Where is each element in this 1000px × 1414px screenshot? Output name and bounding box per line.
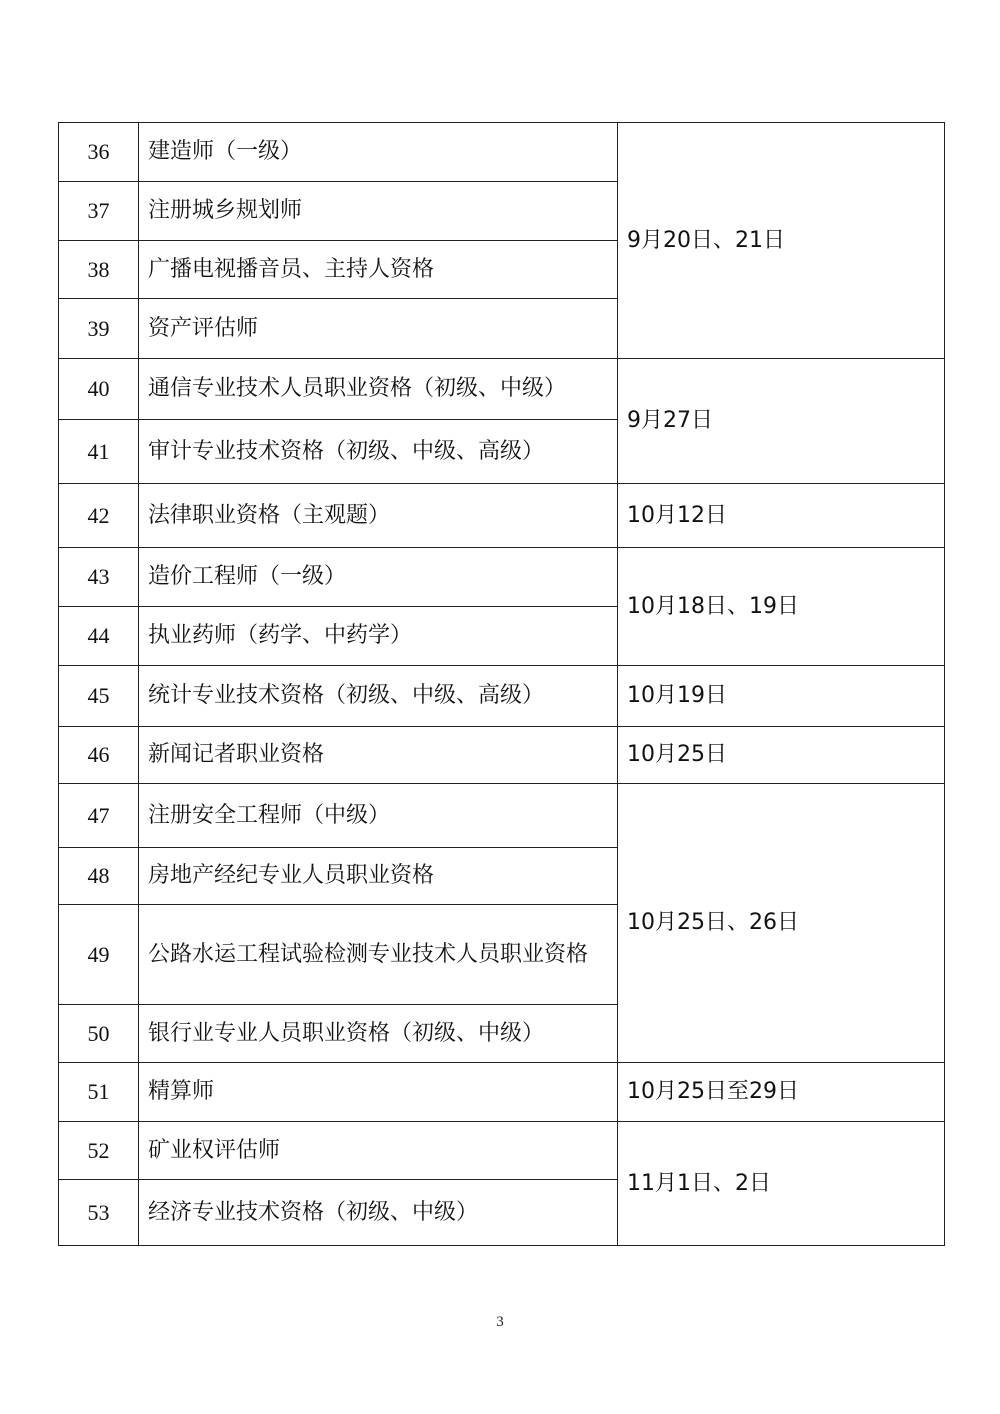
row-number: 43	[59, 548, 139, 607]
exam-name: 通信专业技术人员职业资格（初级、中级）	[139, 359, 618, 420]
exam-name: 公路水运工程试验检测专业技术人员职业资格	[139, 905, 618, 1005]
exam-name: 注册城乡规划师	[139, 182, 618, 241]
row-number: 44	[59, 607, 139, 666]
row-number: 45	[59, 666, 139, 727]
table-row	[59, 484, 945, 548]
exam-date: 10月25日	[618, 727, 945, 784]
exam-name: 房地产经纪专业人员职业资格	[139, 848, 618, 905]
row-number: 39	[59, 299, 139, 359]
exam-name: 经济专业技术资格（初级、中级）	[139, 1180, 618, 1246]
row-number: 37	[59, 182, 139, 241]
exam-schedule-table	[58, 122, 945, 1246]
row-number: 47	[59, 784, 139, 848]
table-row	[59, 666, 945, 727]
exam-name: 造价工程师（一级）	[139, 548, 618, 607]
row-number: 36	[59, 123, 139, 182]
row-number: 52	[59, 1122, 139, 1180]
exam-name: 广播电视播音员、主持人资格	[139, 241, 618, 299]
exam-date: 10月18日、19日	[618, 548, 945, 666]
page-number: 3	[496, 1314, 504, 1330]
row-number: 42	[59, 484, 139, 548]
table-row	[59, 784, 945, 848]
row-number: 49	[59, 905, 139, 1005]
exam-name: 资产评估师	[139, 299, 618, 359]
exam-date: 10月25日、26日	[618, 784, 945, 1063]
table-row	[59, 727, 945, 784]
exam-date: 11月1日、2日	[618, 1122, 945, 1246]
exam-name: 注册安全工程师（中级）	[139, 784, 618, 848]
row-number: 41	[59, 420, 139, 484]
table-row	[59, 1122, 945, 1180]
table-row	[59, 548, 945, 607]
row-number: 48	[59, 848, 139, 905]
table-row	[59, 1063, 945, 1122]
exam-date: 10月25日至29日	[618, 1063, 945, 1122]
table-row	[59, 123, 945, 182]
exam-name: 精算师	[139, 1063, 618, 1122]
row-number: 50	[59, 1005, 139, 1063]
exam-name: 银行业专业人员职业资格（初级、中级）	[139, 1005, 618, 1063]
exam-date: 10月12日	[618, 484, 945, 548]
exam-name: 法律职业资格（主观题）	[139, 484, 618, 548]
exam-date: 9月27日	[618, 359, 945, 484]
row-number: 53	[59, 1180, 139, 1246]
row-number: 38	[59, 241, 139, 299]
exam-name: 建造师（一级）	[139, 123, 618, 182]
table-row	[59, 359, 945, 420]
exam-name: 执业药师（药学、中药学）	[139, 607, 618, 666]
exam-name: 新闻记者职业资格	[139, 727, 618, 784]
row-number: 46	[59, 727, 139, 784]
exam-date: 10月19日	[618, 666, 945, 727]
exam-name: 矿业权评估师	[139, 1122, 618, 1180]
exam-name: 统计专业技术资格（初级、中级、高级）	[139, 666, 618, 727]
row-number: 40	[59, 359, 139, 420]
row-number: 51	[59, 1063, 139, 1122]
exam-name: 审计专业技术资格（初级、中级、高级）	[139, 420, 618, 484]
exam-date: 9月20日、21日	[618, 123, 945, 359]
